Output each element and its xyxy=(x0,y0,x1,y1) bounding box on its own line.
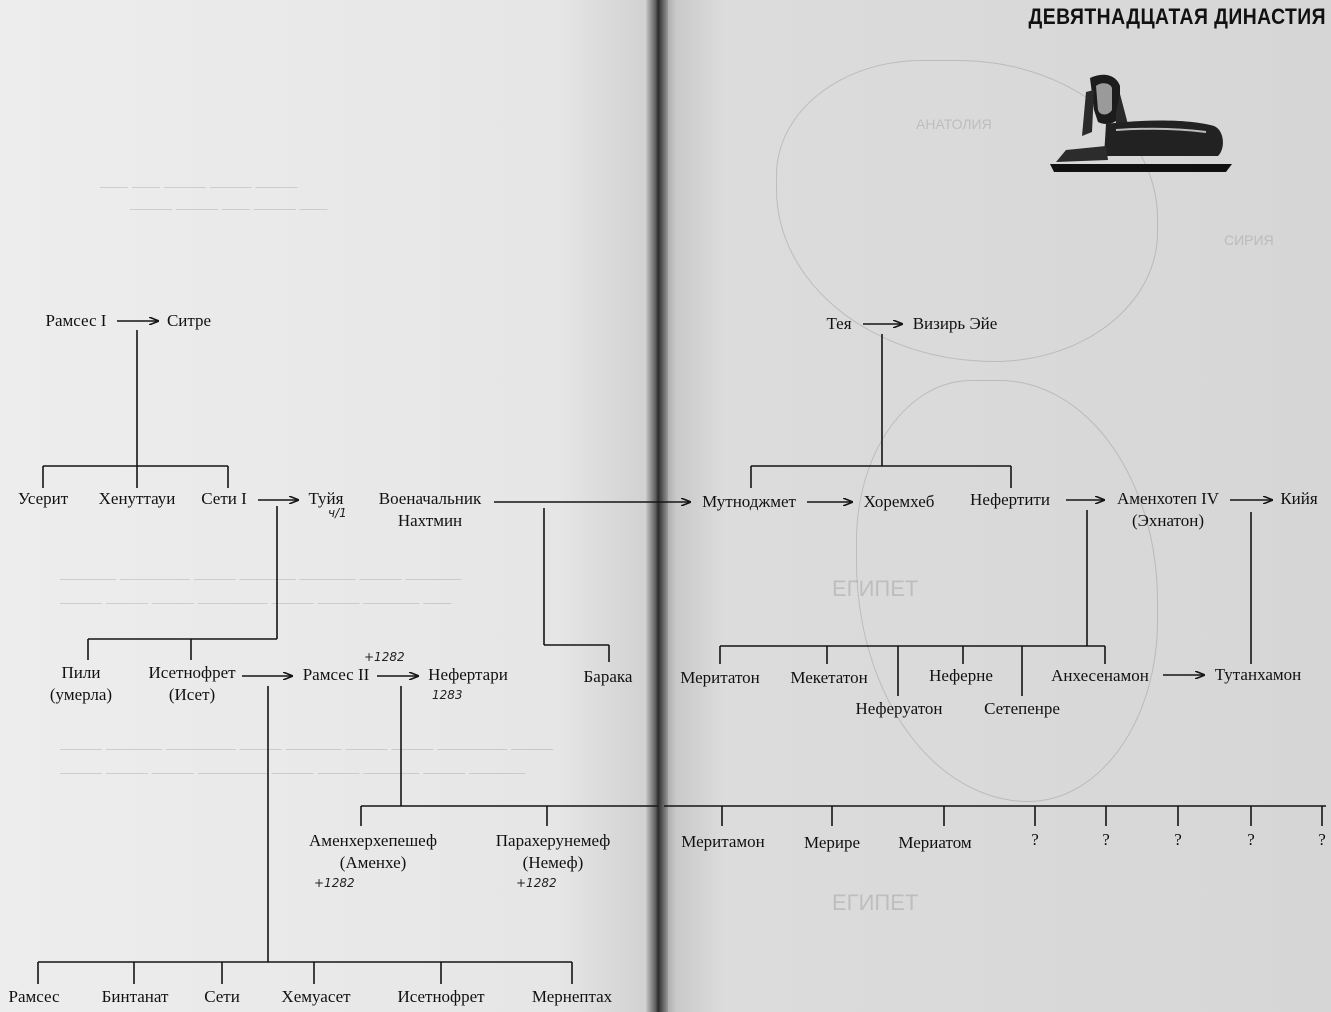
bleed-through-text: —— —— ——— ——— ——— xyxy=(100,178,298,194)
bleed-through-text: ———— ————— ——— ———— ———— ——— ———— xyxy=(60,570,462,586)
person-meriatom: Мериатом xyxy=(898,833,972,852)
person-unknown: ? xyxy=(1102,830,1110,849)
person-amenherkhepeshef-line2: (Аменхе) xyxy=(339,853,407,872)
person-amenhotep-iv-line1: Аменхотеп IV xyxy=(1116,489,1220,508)
person-tuya: Туйя xyxy=(308,489,344,508)
person-paraherunemef-line1: Парахерунемеф xyxy=(495,831,611,850)
person-henuttaui: Хенуттауи xyxy=(98,489,176,508)
person-nakhtmin-line2: Нахтмин xyxy=(397,511,463,530)
person-meritamun: Меритамон xyxy=(681,832,765,851)
person-amenherkhepeshef xyxy=(309,830,437,874)
person-unknown: ? xyxy=(1174,830,1182,849)
page-title: ДЕВЯТНАДЦАТАЯ ДИНАСТИЯ xyxy=(1028,4,1326,29)
person-seti-i: Сети I xyxy=(201,489,247,508)
person-meketaten: Мекетатон xyxy=(790,668,868,687)
person-ankhesenamun: Анхесенамон xyxy=(1051,666,1149,685)
bleed-through-text: ——— ———— ————— ——— ———— ——— ——— ————— ——— xyxy=(60,740,554,756)
person-paraherunemef-line2: (Немеф) xyxy=(522,853,584,872)
person-neferne: Неферне xyxy=(929,666,993,685)
person-ramses-child: Рамсес xyxy=(8,987,60,1006)
person-seti-child: Сети xyxy=(204,987,240,1006)
person-isetnofret-child: Исетнофрет xyxy=(397,987,485,1006)
person-amenhotep-iv xyxy=(1117,488,1219,532)
person-meritaten: Меритатон xyxy=(680,668,760,687)
person-vizier-eye: Визирь Эйе xyxy=(912,314,998,333)
person-pili-line1: Пили xyxy=(61,663,101,682)
person-isetnofret-line1: Исетнофрет xyxy=(148,663,236,682)
person-kiya: Кийя xyxy=(1280,489,1318,508)
person-hemuaset: Хемуасет xyxy=(281,987,351,1006)
map-label: СИРИЯ xyxy=(1224,232,1274,248)
person-isetnofret xyxy=(148,662,235,706)
person-nakhtmin xyxy=(379,488,482,532)
bleed-through-text: ——— ——— —— ——— —— xyxy=(130,200,328,216)
person-merire: Мерире xyxy=(803,833,861,852)
handwritten-note: +1282 xyxy=(364,650,405,664)
person-neferneferuaten: Неферуатон xyxy=(855,699,943,718)
person-amenherkhepeshef-line1: Аменхерхепешеф xyxy=(309,831,437,850)
person-isetnofret-line2: (Исет) xyxy=(168,685,216,704)
person-nefertiti: Нефертити xyxy=(970,490,1050,509)
person-userit: Усерит xyxy=(17,489,69,508)
person-bintanat: Бинтанат xyxy=(101,987,169,1006)
person-setepenre: Сетепенре xyxy=(984,699,1060,718)
handwritten-note: +1282 xyxy=(516,876,557,890)
person-merneptah: Мернептах xyxy=(531,987,613,1006)
person-pili xyxy=(50,662,112,706)
person-mutnodjmet: Мутноджмет xyxy=(702,492,796,511)
person-ramses-ii: Рамсес II xyxy=(302,665,370,684)
person-unknown: ? xyxy=(1031,830,1039,849)
map-label: ЕГИПЕТ xyxy=(832,890,919,915)
person-ramses-i: Рамсес I xyxy=(45,311,107,330)
person-amenhotep-iv-line2: (Эхнатон) xyxy=(1131,511,1205,530)
person-horemheb: Хоремхеб xyxy=(863,492,935,511)
map-label: ЕГИПЕТ xyxy=(832,576,919,601)
handwritten-note: +1282 xyxy=(314,876,355,890)
person-baraka: Барака xyxy=(583,667,633,686)
person-paraherunemef xyxy=(496,830,610,874)
person-teya: Тея xyxy=(826,314,852,333)
bleed-through-text: ——— ——— ——— ————— ——— ——— ———— ——— ———— xyxy=(60,764,526,780)
bleed-through-text: ——— ——— ——— ————— ——— ——— ———— —— xyxy=(60,594,452,610)
person-sitre: Ситре xyxy=(166,311,212,330)
handwritten-note: 1283 xyxy=(432,688,463,702)
person-unknown: ? xyxy=(1318,830,1326,849)
map-label: АНАТОЛИЯ xyxy=(916,116,992,132)
person-unknown: ? xyxy=(1247,830,1255,849)
person-nefertari: Нефертари xyxy=(428,665,508,684)
handwritten-note: ч/1 xyxy=(328,506,347,520)
person-tutankhamun: Тутанхамон xyxy=(1214,665,1302,684)
person-nakhtmin-line1: Военачальник xyxy=(378,489,482,508)
person-pili-line2: (умерла) xyxy=(49,685,113,704)
